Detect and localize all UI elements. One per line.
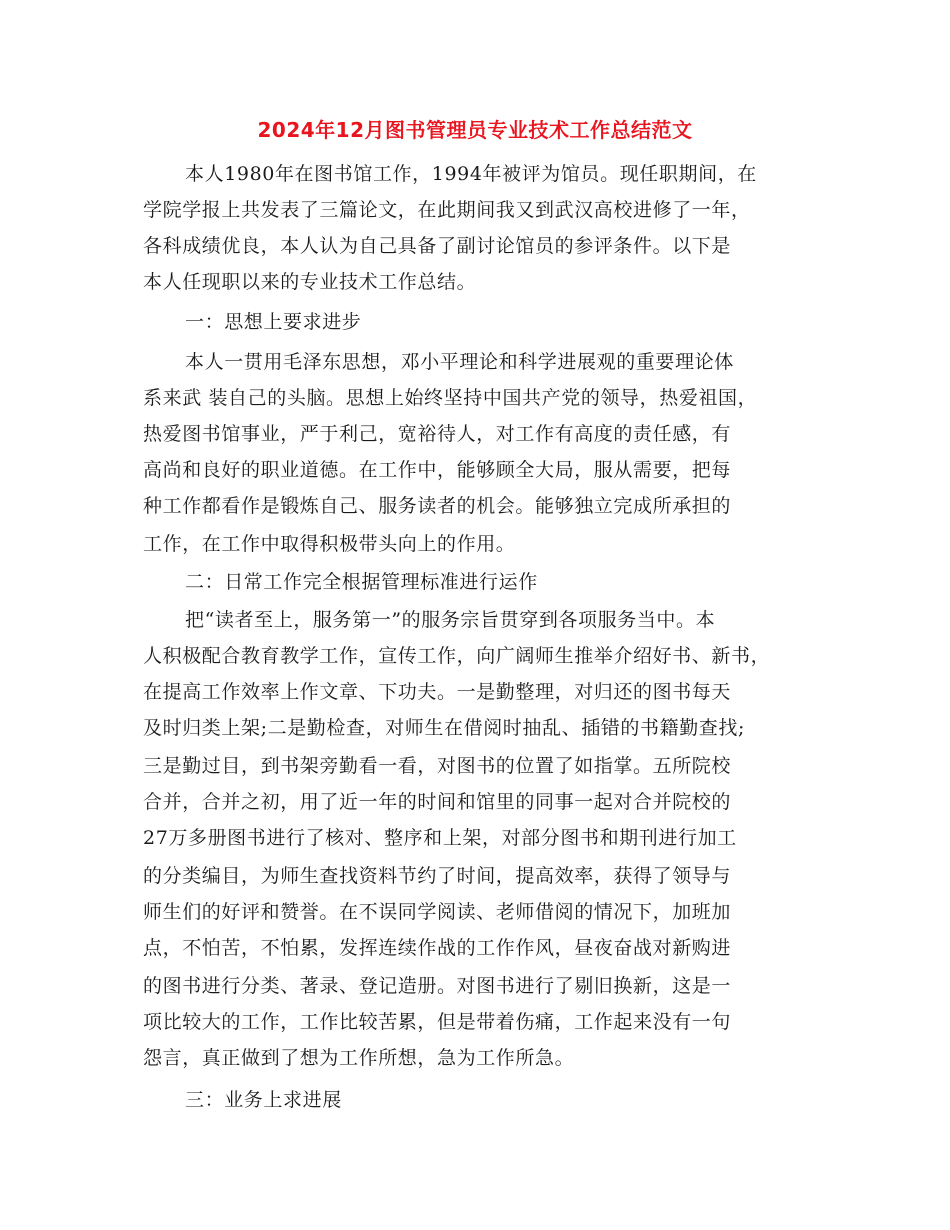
section-heading: 二：日常工作完全根据管理标准进行运作	[185, 571, 538, 593]
paragraph-line: 本人任现职以来的专业技术工作总结。	[143, 271, 477, 293]
paragraph-line: 种工作都看作是锻炼自己、服务读者的机会。能够独立完成所承担的	[143, 495, 732, 517]
paragraph-line: 27万多册图书进行了核对、整序和上架，对部分图书和期刊进行加工	[143, 827, 737, 849]
paragraph-line: 点，不怕苦，不怕累，发挥连续作战的工作作风，昼夜奋战对新购进	[143, 937, 732, 959]
paragraph-line: 本人一贯用毛泽东思想，邓小平理论和科学进展观的重要理论体	[185, 351, 734, 373]
paragraph-line: 人积极配合教育教学工作，宣传工作，向广阔师生推举介绍好书、新书，	[143, 645, 771, 667]
paragraph-line: 工作，在工作中取得积极带头向上的作用。	[143, 533, 516, 555]
paragraph-line: 系来武 装自己的头脑。思想上始终坚持中国共产党的领导，热爱祖国，	[143, 387, 758, 409]
paragraph-line: 合并，合并之初，用了近一年的时间和馆里的同事一起对合并院校的	[143, 791, 732, 813]
paragraph-line: 在提高工作效率上作文章、下功夫。一是勤整理，对归还的图书每天	[143, 681, 732, 703]
paragraph-line: 及时归类上架;二是勤检查，对师生在借阅时抽乱、插错的书籍勤查找;	[143, 717, 746, 739]
paragraph-line: 项比较大的工作，工作比较苦累，但是带着伤痛，工作起来没有一句	[143, 1011, 732, 1033]
document-title: 2024年12月图书管理员专业技术工作总结范文	[257, 118, 693, 142]
paragraph-line: 把“读者至上，服务第一”的服务宗旨贯穿到各项服务当中。本	[185, 609, 716, 631]
section-heading: 一：思想上要求进步	[185, 311, 362, 333]
paragraph-line: 三是勤过目，到书架旁勤看一看，对图书的位置了如指掌。五所院校	[143, 755, 732, 777]
paragraph-line: 各科成绩优良，本人认为自己具备了副讨论馆员的参评条件。以下是	[143, 235, 732, 257]
paragraph-line: 师生们的好评和赞誉。在不误同学阅读、老师借阅的情况下，加班加	[143, 901, 732, 923]
paragraph-line: 热爱图书馆事业，严于利己，宽裕待人，对工作有高度的责任感，有	[143, 423, 732, 445]
paragraph-line: 本人1980年在图书馆工作，1994年被评为馆员。现任职期间，在	[185, 163, 757, 185]
section-heading: 三：业务上求进展	[185, 1089, 342, 1111]
paragraph-line: 怨言，真正做到了想为工作所想，急为工作所急。	[143, 1047, 575, 1069]
paragraph-line: 的分类编目，为师生查找资料节约了时间，提高效率，获得了领导与	[143, 865, 732, 887]
paragraph-line: 高尚和良好的职业道德。在工作中，能够顾全大局，服从需要，把每	[143, 459, 732, 481]
paragraph-line: 学院学报上共发表了三篇论文，在此期间我又到武汉高校进修了一年，	[143, 199, 751, 221]
paragraph-line: 的图书进行分类、著录、登记造册。对图书进行了剔旧换新，这是一	[143, 975, 732, 997]
